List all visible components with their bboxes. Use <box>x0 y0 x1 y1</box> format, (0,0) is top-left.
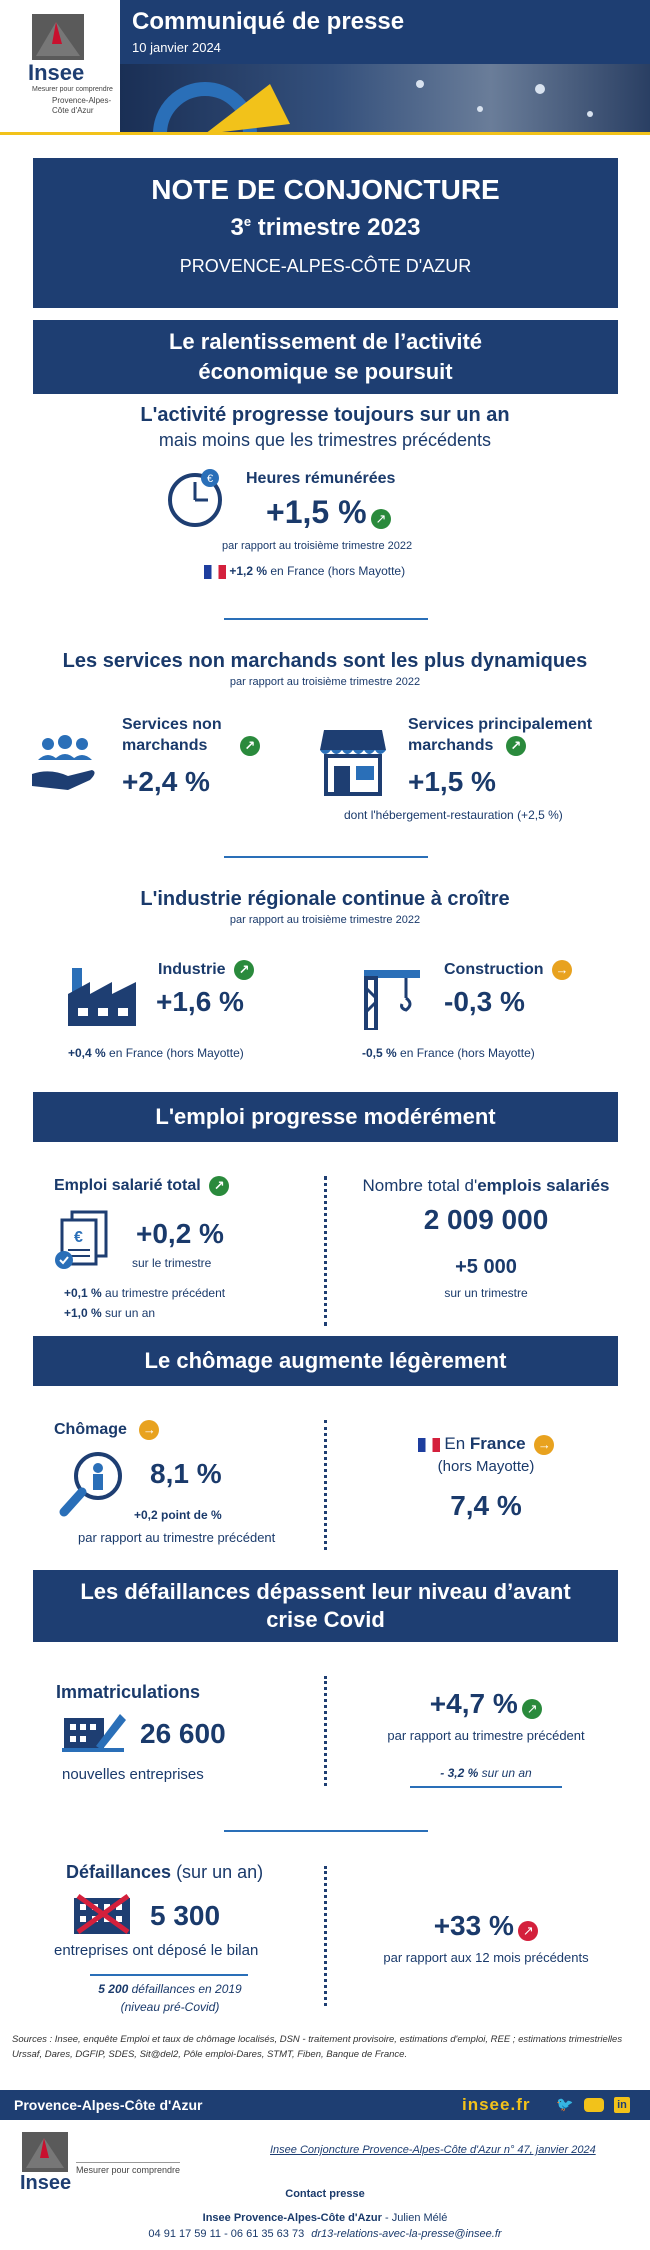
emp-year-label: sur un an <box>101 1306 156 1320</box>
title-line2-num: 3 <box>230 214 244 241</box>
closed-building-icon <box>72 1892 134 1936</box>
linkedin-icon[interactable]: in <box>614 2097 630 2113</box>
emp-value: +0,2 % <box>136 1218 224 1249</box>
hours-france-value: +1,2 % <box>229 564 268 578</box>
footer-contact-line2 <box>60 2228 590 2240</box>
section6-banner <box>33 1570 618 1642</box>
unemp-ref: par rapport au trimestre précédent <box>78 1530 276 1545</box>
ind-france-value: +0,4 % <box>68 1046 106 1060</box>
section5-banner <box>33 1336 618 1386</box>
ind-value: +1,6 % <box>156 986 244 1017</box>
emp-year-value: +1,0 % <box>64 1306 102 1320</box>
emp-total-label <box>336 1176 636 1196</box>
trend-up-icon: ↗ <box>506 736 526 756</box>
trend-stable-icon: → <box>552 960 572 980</box>
magnifier-person-icon <box>58 1448 128 1520</box>
footer-contact-title: Contact presse <box>285 2188 365 2200</box>
def-delta <box>336 1910 636 1942</box>
unemp-france-pre: En <box>444 1434 470 1453</box>
ind-label <box>158 960 254 980</box>
m-label-line2-row <box>408 735 592 756</box>
nm-label <box>122 714 260 756</box>
divider <box>224 856 428 858</box>
imm-label: Immatriculations <box>56 1682 201 1702</box>
footer-phones: 04 91 17 59 11 - 06 61 35 63 73 <box>148 2228 305 2240</box>
shop-icon <box>320 726 386 796</box>
imm-delta-text: +4,7 % <box>429 1688 518 1719</box>
header-illustration-graphic <box>120 64 650 132</box>
emp-label-text: Emploi salarié total <box>54 1177 201 1195</box>
ind-france <box>68 1046 244 1060</box>
section6-banner-text: Les défaillances dépassent leur niveau d’avant crise Covid <box>80 1579 571 1632</box>
imm-sub: nouvelles entreprises <box>62 1766 204 1783</box>
title-line2-rest: trimestre 2023 <box>251 214 421 241</box>
footer-bar <box>0 2090 650 2120</box>
hours-label: Heures rémunérées <box>246 470 396 487</box>
column-separator <box>324 1420 327 1550</box>
column-separator <box>324 1676 327 1786</box>
crane-icon <box>358 968 422 1030</box>
ind-label-text: Industrie <box>158 961 226 979</box>
section1-banner-text: Le ralentissement de l’activité économique se poursuit <box>168 329 483 384</box>
emp-quarter-label: au trimestre précédent <box>101 1286 226 1300</box>
def-sub: entreprises ont déposé le bilan <box>54 1942 259 1959</box>
def-label-suffix: (sur un an) <box>171 1862 264 1882</box>
unemp-france-value: 7,4 % <box>450 1490 522 1521</box>
youtube-icon[interactable] <box>584 2098 604 2112</box>
hours-france <box>204 564 405 579</box>
building-pen-icon <box>62 1708 126 1754</box>
hours-value <box>266 494 391 531</box>
svg-text:€: € <box>74 1229 83 1246</box>
con-label-text: Construction <box>444 961 544 979</box>
con-france-label: en France (hors Mayotte) <box>396 1046 535 1060</box>
divider <box>90 1974 248 1976</box>
footer-logo-text: Insee <box>20 2172 72 2194</box>
emp-ref: sur le trimestre <box>132 1256 212 1270</box>
helping-hand-icon <box>30 734 100 792</box>
con-value: -0,3 % <box>444 986 525 1017</box>
def-2019-note: (niveau pré-Covid) <box>120 2000 220 2014</box>
m-value: +1,5 % <box>408 766 496 797</box>
hours-ref: par rapport au troisième trimestre 2022 <box>222 540 413 552</box>
footer-contact-name: - Julien Mélé <box>381 2212 448 2224</box>
section5-banner-text: Le chômage augmente légèrement <box>144 1348 507 1373</box>
header-bar <box>120 0 650 64</box>
footer-site-link[interactable]: insee.fr <box>462 2095 531 2114</box>
m-note: dont l'hébergement-restauration (+2,5 %) <box>344 808 563 822</box>
nm-label-line1: Services non <box>122 716 222 733</box>
section3-ref: par rapport au troisième trimestre 2022 <box>229 914 421 926</box>
nm-value: +2,4 % <box>122 766 210 797</box>
page-title: Communiqué de presse <box>132 8 405 35</box>
logo-text: Insee <box>28 60 85 85</box>
footer-contact-org: Insee Provence-Alpes-Côte d'Azur <box>202 2212 382 2224</box>
svg-text:€: € <box>206 473 214 485</box>
con-label <box>444 960 572 980</box>
def-label <box>66 1862 263 1883</box>
imm-year-value: - 3,2 % <box>440 1766 479 1780</box>
hours-value-text: +1,5 % <box>266 494 367 530</box>
unemp-value: 8,1 % <box>150 1458 222 1489</box>
twitter-icon[interactable]: 🐦 <box>556 2096 574 2112</box>
m-label-line2: marchands <box>408 737 494 754</box>
footer-publication: Insee Conjoncture Provence-Alpes-Côte d'Azur n° 47, janvier 2024 <box>270 2144 596 2156</box>
footer-email-link[interactable]: dr13-relations-avec-la-presse@insee.fr <box>311 2228 502 2240</box>
divider <box>224 618 428 620</box>
column-separator <box>324 1176 327 1326</box>
france-flag-icon <box>204 565 226 579</box>
france-flag-icon <box>418 1438 440 1452</box>
sources-note: Sources : Insee, enquête Emploi et taux de chômage localisés, DSN - traitement provisoire, estimations d'emploi, REE ; estimations trimestrielles Urssaf, Dares, DGFIP, SDES, Sit@del2, Pôle emploi-Dares, STMT, Fiben, Banque de France. <box>12 2034 623 2060</box>
imm-year <box>336 1766 636 1780</box>
unemp-label-text: Chômage <box>54 1421 127 1439</box>
section2-ref: par rapport au troisième trimestre 2022 <box>229 676 421 688</box>
emp-total-value: 2 009 000 <box>423 1204 549 1235</box>
unemp-france-label <box>336 1434 636 1455</box>
section4-banner-text: L'emploi progresse modérément <box>155 1104 496 1129</box>
m-label <box>408 714 592 756</box>
con-france <box>362 1046 535 1060</box>
emp-total-ref: sur un trimestre <box>444 1286 528 1300</box>
footer-logo-tagline: Mesurer pour comprendre <box>76 2162 180 2175</box>
emp-year <box>64 1306 155 1320</box>
trend-up-icon: ↗ <box>234 960 254 980</box>
divider <box>224 1830 428 1832</box>
imm-year-label: sur un an <box>478 1766 532 1780</box>
header-illustration <box>120 64 650 132</box>
trend-up-icon: ↗ <box>522 1699 542 1719</box>
trend-stable-icon: → <box>534 1435 554 1455</box>
imm-value: 26 600 <box>140 1718 226 1749</box>
logo-region: Provence-Alpes-Côte d'Azur <box>52 96 112 115</box>
payslip-icon <box>54 1208 112 1270</box>
unemp-france-sub: (hors Mayotte) <box>437 1458 535 1475</box>
emp-total-label-bold: emplois salariés <box>477 1176 610 1195</box>
section2-heading: Les services non marchands sont les plus dynamiques <box>62 650 588 672</box>
unemp-france-bold: France <box>469 1434 526 1453</box>
emp-total-delta: +5 000 <box>455 1256 517 1278</box>
logo-tagline: Mesurer pour comprendre <box>32 86 113 93</box>
section4-banner <box>33 1092 618 1142</box>
def-2019 <box>40 1982 300 1996</box>
con-france-value: -0,5 % <box>362 1046 397 1060</box>
hours-france-label: en France (hors Mayotte) <box>267 564 406 578</box>
emp-total-label-pre: Nombre total d' <box>362 1176 478 1195</box>
def-2019-label: défaillances en 2019 <box>128 1982 242 1996</box>
trend-sharp-up-icon: ↗ <box>518 1921 538 1941</box>
title-block <box>33 158 618 308</box>
trend-up-icon: ↗ <box>371 509 391 529</box>
title-line2 <box>33 214 618 242</box>
footer-insee-logo-icon <box>22 2132 68 2172</box>
clock-icon <box>164 466 226 528</box>
def-label-text: Défaillances <box>66 1862 172 1882</box>
header-date: 10 janvier 2024 <box>132 40 221 55</box>
imm-ref: par rapport au trimestre précédent <box>387 1728 585 1743</box>
title-line3: PROVENCE-ALPES-CÔTE D'AZUR <box>179 256 472 276</box>
footer-contact-line <box>100 2212 550 2224</box>
def-2019-value: 5 200 <box>98 1982 129 1996</box>
imm-delta <box>336 1688 636 1720</box>
emp-quarter <box>64 1286 225 1300</box>
column-separator <box>324 1866 327 2006</box>
nm-label-line2-row <box>122 735 260 756</box>
trend-up-icon: ↗ <box>209 1176 229 1196</box>
section1-subheading: mais moins que les trimestres précédents <box>158 430 492 450</box>
nm-label-line2: marchands <box>122 737 208 754</box>
header-underline <box>0 132 650 135</box>
title-line1: NOTE DE CONJONCTURE <box>151 174 500 205</box>
trend-stable-icon: → <box>139 1420 159 1440</box>
def-ref: par rapport aux 12 mois précédents <box>383 1950 589 1965</box>
section1-heading: L'activité progresse toujours sur un an <box>140 404 510 426</box>
factory-icon <box>66 964 140 1028</box>
trend-up-icon: ↗ <box>240 736 260 756</box>
title-line2-sup: e <box>243 214 252 229</box>
insee-logo-mark-icon <box>32 14 84 60</box>
unemp-delta: +0,2 point de % <box>134 1508 222 1522</box>
m-label-line1: Services principalement <box>408 716 593 733</box>
section3-heading: L'industrie régionale continue à croître <box>140 888 510 910</box>
emp-label <box>54 1176 229 1196</box>
section1-banner <box>33 320 618 394</box>
ind-france-label: en France (hors Mayotte) <box>105 1046 244 1060</box>
insee-logo <box>0 0 120 132</box>
divider <box>410 1786 562 1788</box>
footer-region: Provence-Alpes-Côte d'Azur <box>14 2097 203 2113</box>
emp-quarter-value: +0,1 % <box>64 1286 102 1300</box>
unemp-label <box>54 1420 159 1440</box>
def-value: 5 300 <box>150 1900 221 1931</box>
def-delta-text: +33 % <box>433 1910 514 1941</box>
